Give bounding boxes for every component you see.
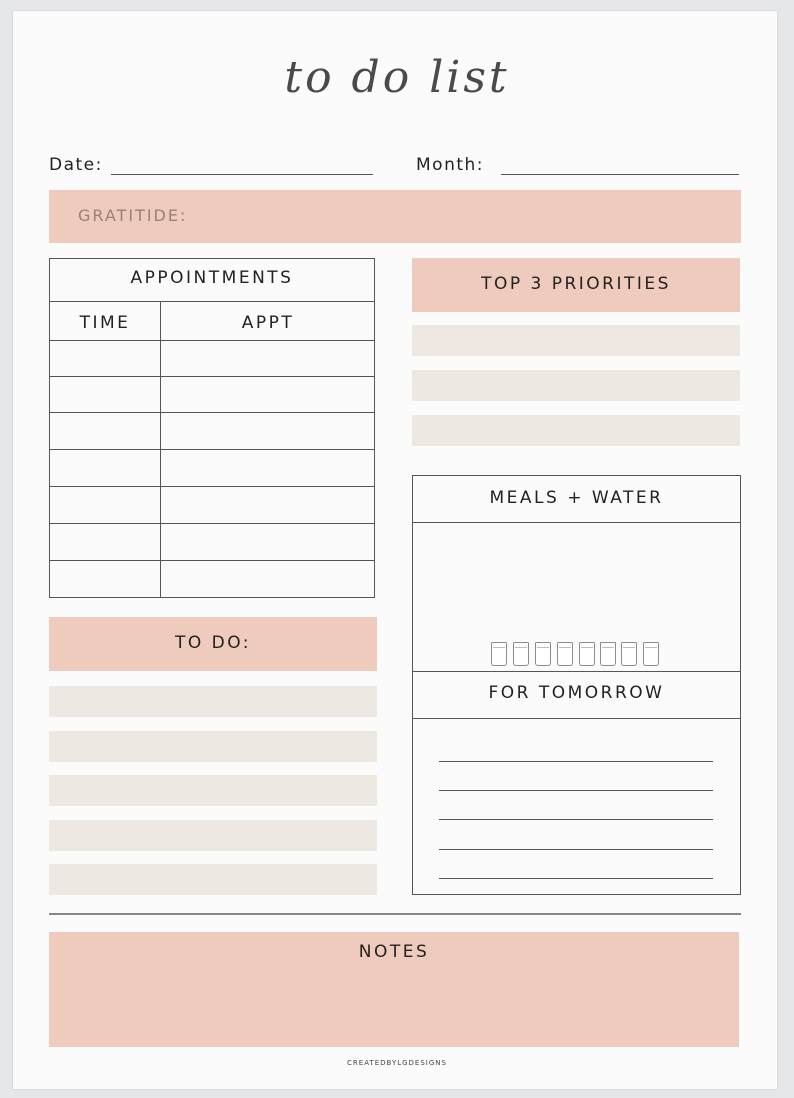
todo-field[interactable]: [49, 820, 377, 851]
meals-tomorrow-divider: [412, 671, 741, 672]
date-label: Date:: [49, 155, 103, 175]
meals-title: MEALS + WATER: [489, 488, 664, 508]
appointments-title-divider: [49, 301, 375, 302]
tomorrow-title-divider: [412, 718, 741, 719]
todo-field[interactable]: [49, 731, 377, 762]
section-separator: [49, 913, 741, 915]
appointments-table: [49, 258, 375, 598]
appointments-title: APPOINTMENTS: [130, 268, 294, 288]
gratitude-label: GRATITIDE:: [78, 206, 188, 225]
tomorrow-line[interactable]: [439, 790, 713, 791]
water-glass-icon[interactable]: [600, 642, 616, 666]
table-row-line: [49, 340, 375, 341]
water-glass-icon[interactable]: [513, 642, 529, 666]
month-label: Month:: [416, 155, 485, 175]
time-column-header: TIME: [79, 313, 131, 333]
date-line[interactable]: [111, 174, 373, 175]
table-row-line: [49, 560, 375, 561]
footer-credit: CREATEDBYLGDESIGNS: [347, 1059, 447, 1067]
priority-field[interactable]: [412, 325, 740, 356]
water-glass-icon[interactable]: [491, 642, 507, 666]
table-row-line: [49, 412, 375, 413]
tomorrow-line[interactable]: [439, 878, 713, 879]
month-line[interactable]: [501, 174, 739, 175]
meals-area[interactable]: [413, 523, 740, 670]
tomorrow-line[interactable]: [439, 849, 713, 850]
table-row-line: [49, 376, 375, 377]
priority-field[interactable]: [412, 415, 740, 446]
page-title: to do list: [284, 52, 510, 103]
priorities-title: TOP 3 PRIORITIES: [481, 274, 671, 294]
water-glass-icon[interactable]: [621, 642, 637, 666]
notes-title: NOTES: [358, 942, 430, 962]
tomorrow-title: FOR TOMORROW: [488, 683, 665, 703]
water-glass-icon[interactable]: [579, 642, 595, 666]
todo-field[interactable]: [49, 686, 377, 717]
tomorrow-line[interactable]: [439, 819, 713, 820]
appt-column-header: APPT: [241, 313, 295, 333]
tomorrow-line[interactable]: [439, 761, 713, 762]
todo-title: TO DO:: [174, 633, 252, 653]
table-row-line: [49, 449, 375, 450]
table-row-line: [49, 486, 375, 487]
todo-field[interactable]: [49, 864, 377, 895]
priority-field[interactable]: [412, 370, 740, 401]
todo-field[interactable]: [49, 775, 377, 806]
water-glass-icon[interactable]: [643, 642, 659, 666]
table-row-line: [49, 523, 375, 524]
water-glass-icon[interactable]: [535, 642, 551, 666]
water-glass-icon[interactable]: [557, 642, 573, 666]
